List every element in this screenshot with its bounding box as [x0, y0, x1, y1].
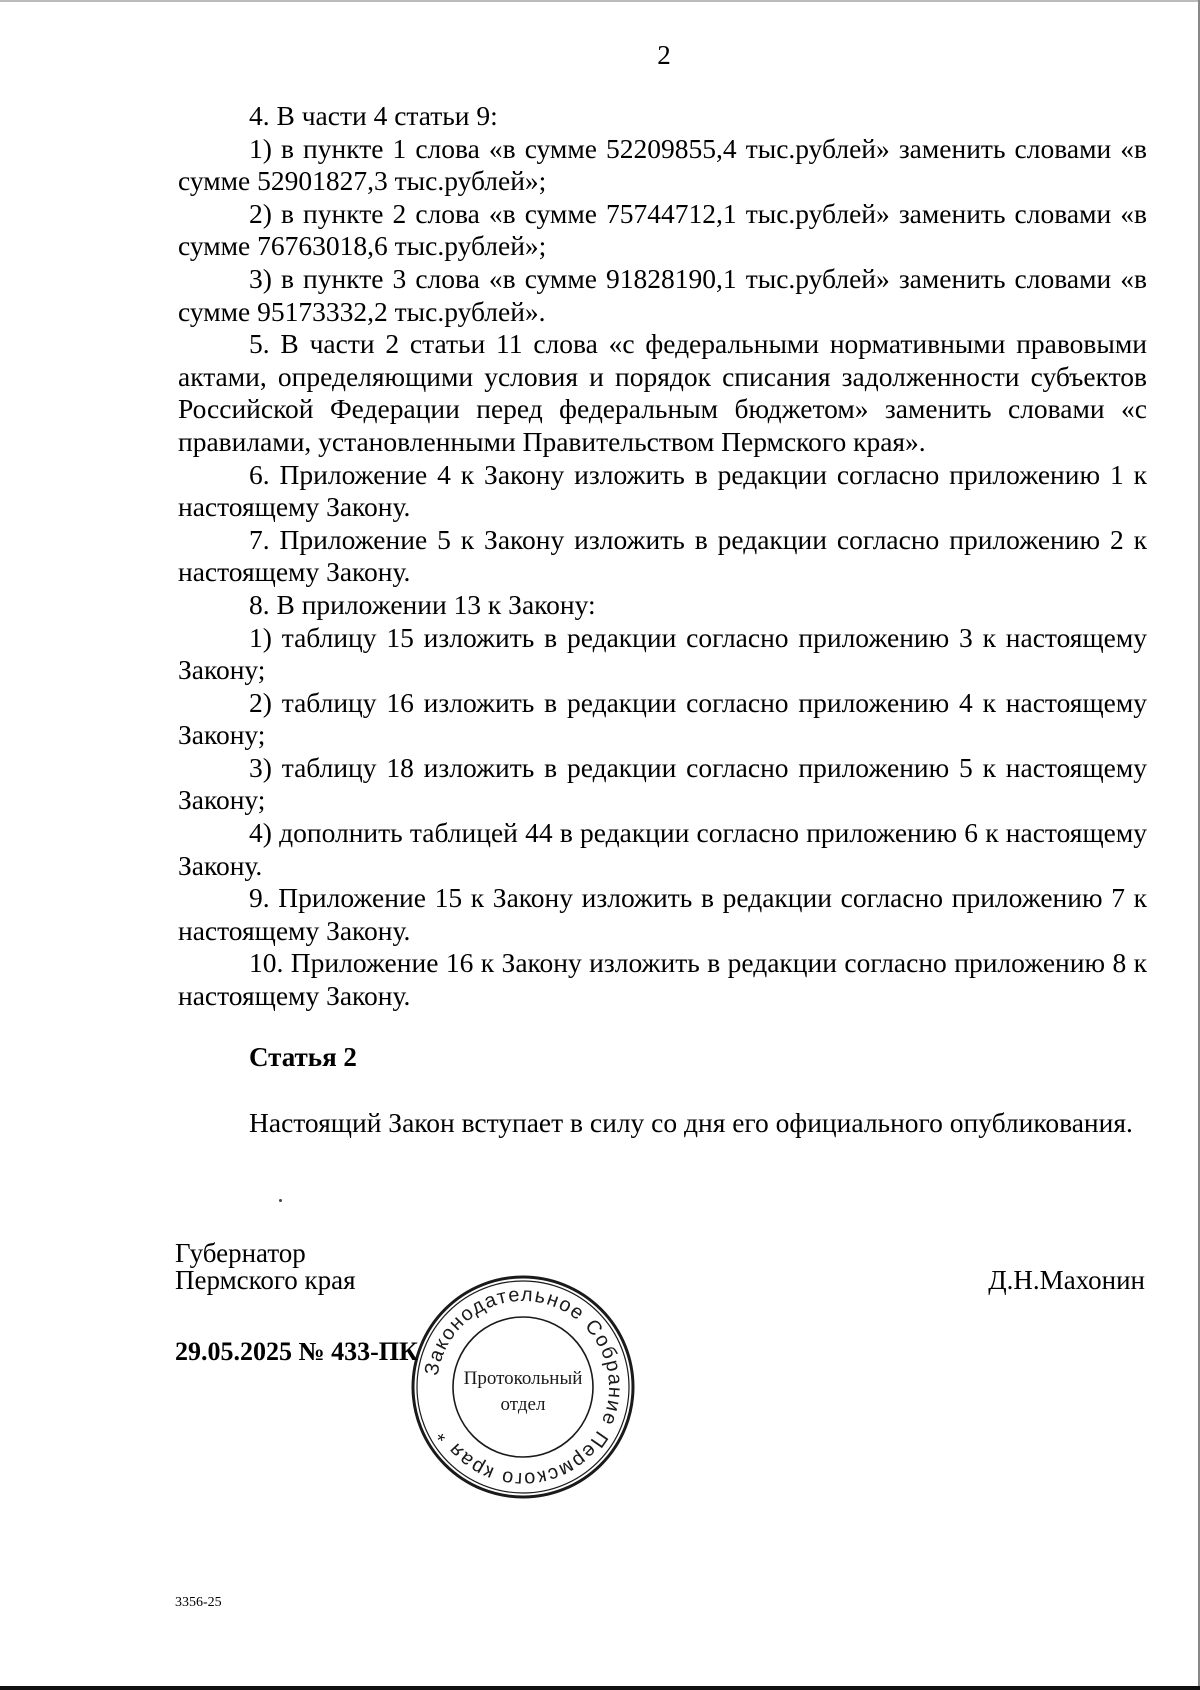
article-2-title: Статья 2: [249, 1042, 357, 1072]
signer-name: Д.Н.Махонин: [988, 1265, 1145, 1295]
speck: [279, 1199, 282, 1202]
seal-ring-text: Законодательное Собрание Пермского края *: [420, 1283, 627, 1491]
paragraph-8-3: 3) таблицу 18 изложить в редакции согласно приложению 5 к настоящему Закону;: [178, 751, 1147, 816]
paragraph-4-1: 1) в пункте 1 слова «в сумме 52209855,4 тыс.рублей» заменить словами «в сумме 52901827,3 тыс.рублей»;: [178, 132, 1147, 197]
seal-center-line2: отдел: [500, 1394, 546, 1415]
paragraph-7: 7. Приложение 5 к Закону изложить в редакции согласно приложению 2 к настоящему Закону.: [178, 523, 1147, 588]
paragraph-4-2: 2) в пункте 2 слова «в сумме 75744712,1 тыс.рублей» заменить словами «в сумме 76763018,6 тыс.рублей»;: [178, 197, 1147, 262]
paragraph-4: 4. В части 4 статьи 9:: [249, 100, 498, 131]
document-code: 3356-25: [175, 1595, 222, 1610]
paragraph-10: 10. Приложение 16 к Закону изложить в редакции согласно приложению 8 к настоящему Закону.: [178, 947, 1147, 1012]
page-number: 2: [657, 40, 671, 70]
page-top-edge: [0, 0, 1200, 2]
paragraph-9: 9. Приложение 15 к Закону изложить в редакции согласно приложению 7 к настоящему Закону.: [178, 882, 1147, 946]
seal-graphic: [408, 1272, 638, 1502]
seal-center-line1: Протокольный: [463, 1368, 583, 1389]
paragraph-6: 6. Приложение 4 к Закону изложить в редакции согласно приложению 1 к настоящему Закону.: [178, 458, 1147, 523]
signer-title-line2: Пермского края: [175, 1265, 356, 1295]
signer-title: [175, 1240, 356, 1294]
page-bottom-edge: [0, 1686, 1200, 1690]
article-2-text: [178, 1107, 1147, 1140]
paragraph-8-4: 4) дополнить таблицей 44 в редакции согласно приложению 6 к настоящему Закону.: [178, 817, 1147, 881]
paragraph-4-3: 3) в пункте 3 слова «в сумме 91828190,1 тыс.рублей» заменить словами «в сумме 95173332,2 тыс.рублей».: [178, 262, 1147, 327]
paragraph-8: 8. В приложении 13 к Закону:: [249, 588, 596, 620]
amendments-body: [178, 100, 1147, 1013]
signer-title-line1: Губернатор: [175, 1238, 306, 1268]
paragraph-5: 5. В части 2 статьи 11 слова «с федеральными нормативными правовыми актами, определяющими условия и порядок списания задолженности субъектов Российской Федерации перед федеральным бюджетом» заменить словами «с правилами, установленными Правительством Пермского края».: [178, 328, 1147, 457]
law-date-number: 29.05.2025 № 433-ПК: [175, 1337, 418, 1366]
article-2-paragraph: Настоящий Закон вступает в силу со дня его официального опубликования.: [249, 1107, 1133, 1138]
paragraph-8-2: 2) таблицу 16 изложить в редакции согласно приложению 4 к настоящему Закону;: [178, 686, 1147, 751]
paragraph-8-1: 1) таблицу 15 изложить в редакции согласно приложению 3 к настоящему Закону;: [178, 621, 1147, 686]
official-seal-stamp: [408, 1272, 638, 1502]
